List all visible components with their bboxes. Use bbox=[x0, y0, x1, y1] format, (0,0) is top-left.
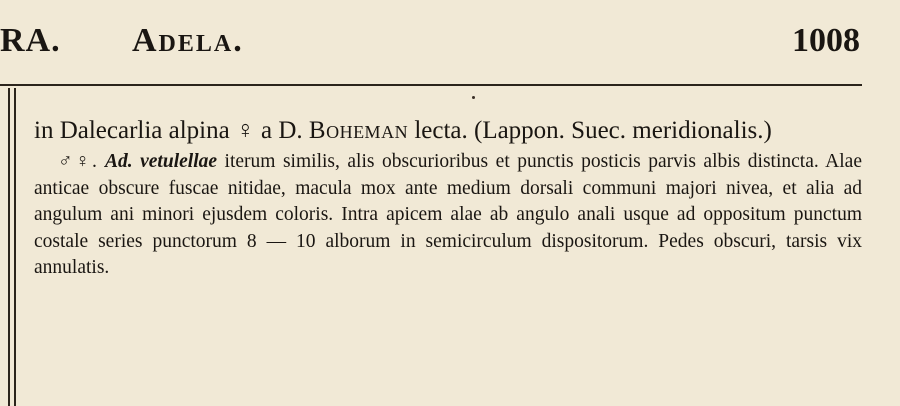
locality-line bbox=[34, 115, 862, 146]
sex-symbols: ♂♀. bbox=[58, 151, 98, 172]
description-text: iterum similis, alis obscurioribus et punctis posticis parvis albis distincta. Alae anticae obscure fuscae nitidae, macula mox ante medium dorsali communi majori nivea, et alia ad angulum ani minori ejusdem coloris. Intra apicem alae ab angulo anali usque ad oppositum punctum costale series punctorum 8 — 10 alborum in semicirculum dispositorum. Pedes obscuri, tarsis vix annulatis. bbox=[34, 151, 862, 278]
header-left-fragment: RA. bbox=[0, 22, 61, 59]
page-body bbox=[34, 115, 862, 282]
locality-text-end: lecta. (Lappon. Suec. meridionalis.) bbox=[408, 117, 772, 144]
paper-speck bbox=[472, 96, 475, 99]
species-description bbox=[34, 149, 862, 282]
page-number: 1008 bbox=[792, 22, 860, 59]
collector-name: Boheman bbox=[308, 117, 409, 144]
header-title: Adela. bbox=[132, 22, 244, 59]
species-reference: Ad. vetulellae bbox=[104, 151, 218, 172]
locality-text-start: in Dalecarlia alpina ♀ a D. bbox=[34, 117, 303, 144]
running-header bbox=[0, 14, 900, 74]
header-rule bbox=[0, 84, 862, 86]
left-margin-rule bbox=[8, 88, 16, 406]
